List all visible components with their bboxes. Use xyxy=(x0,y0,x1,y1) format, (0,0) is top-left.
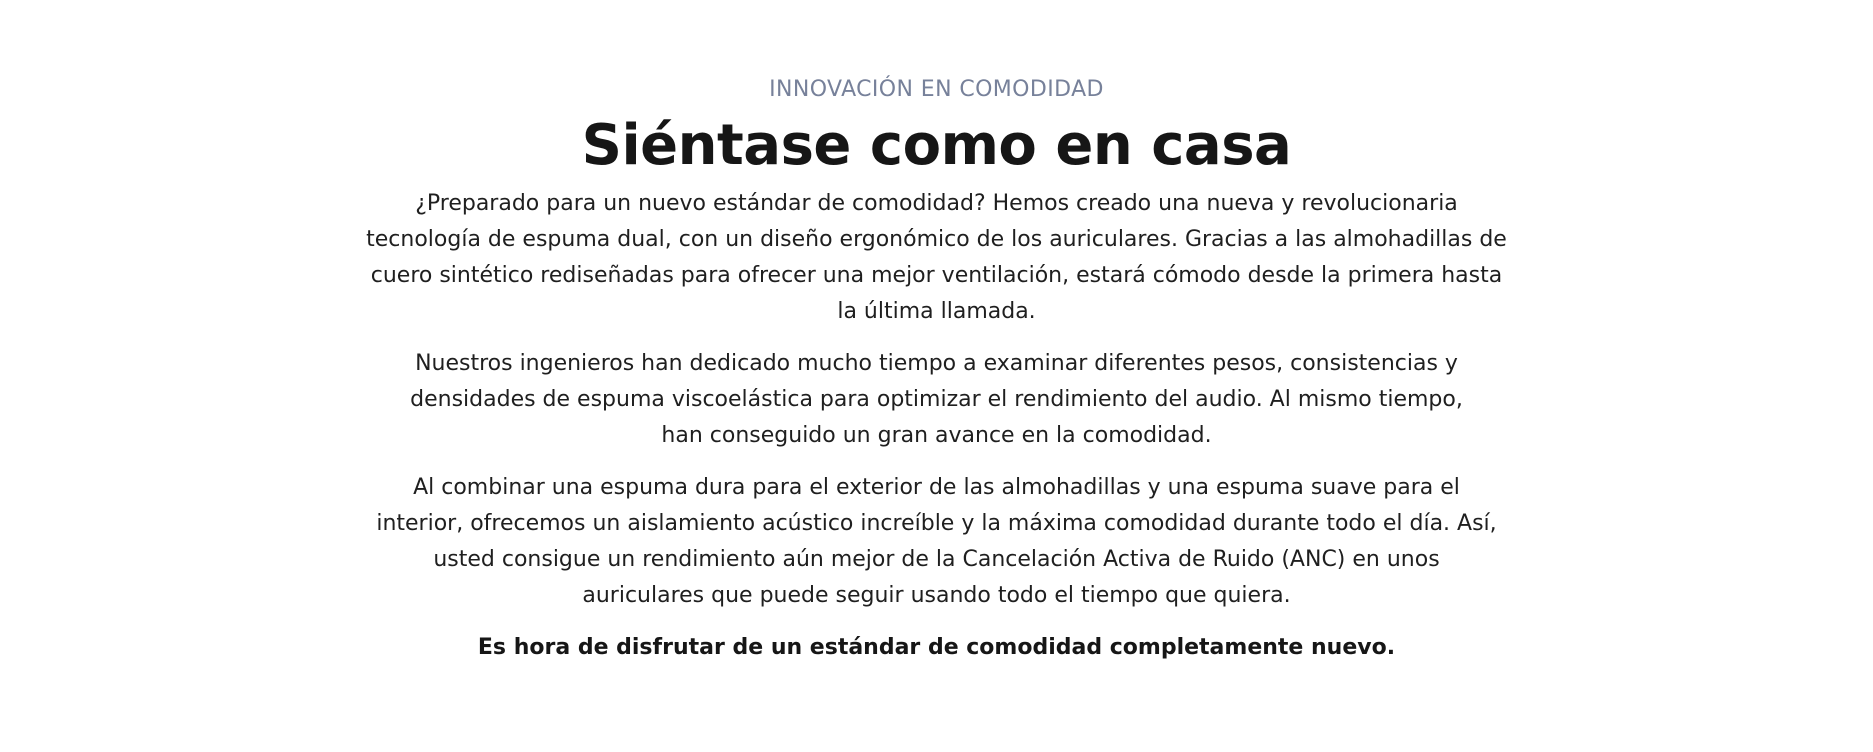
section-eyebrow: INNOVACIÓN EN COMODIDAD xyxy=(769,77,1104,102)
body-paragraph-2: Nuestros ingenieros han dedicado mucho tiempo a examinar diferentes pesos, consistencias y densidades de espuma viscoelástica para optimizar el rendimiento del audio. Al mismo tiempo, han conseguido un gran avance en la comodidad. xyxy=(410,351,1463,448)
closing-statement: Es hora de disfrutar de un estándar de comodidad completamente nuevo. xyxy=(477,635,1396,660)
body-paragraph-3: Al combinar una espuma dura para el exterior de las almohadillas y una espuma suave para el interior, ofrecemos un aislamiento acústico increíble y la máxima comodidad durante todo el día. Así, usted consigue un rendimiento aún mejor de la Cancelación Activa de Ruido (ANC) en unos auriculares que puede seguir usando todo el tiempo que quiera. xyxy=(376,475,1497,608)
body-paragraph-1: ¿Preparado para un nuevo estándar de comodidad? Hemos creado una nueva y revolucionaria tecnología de espuma dual, con un diseño ergonómico de los auriculares. Gracias a las almohadillas de cuero sintético rediseñadas para ofrecer una mejor ventilación, estará cómodo desde la primera hasta la última llamada. xyxy=(366,191,1507,324)
section-title: Siéntase como en casa xyxy=(581,113,1292,178)
section-body xyxy=(357,186,1517,682)
